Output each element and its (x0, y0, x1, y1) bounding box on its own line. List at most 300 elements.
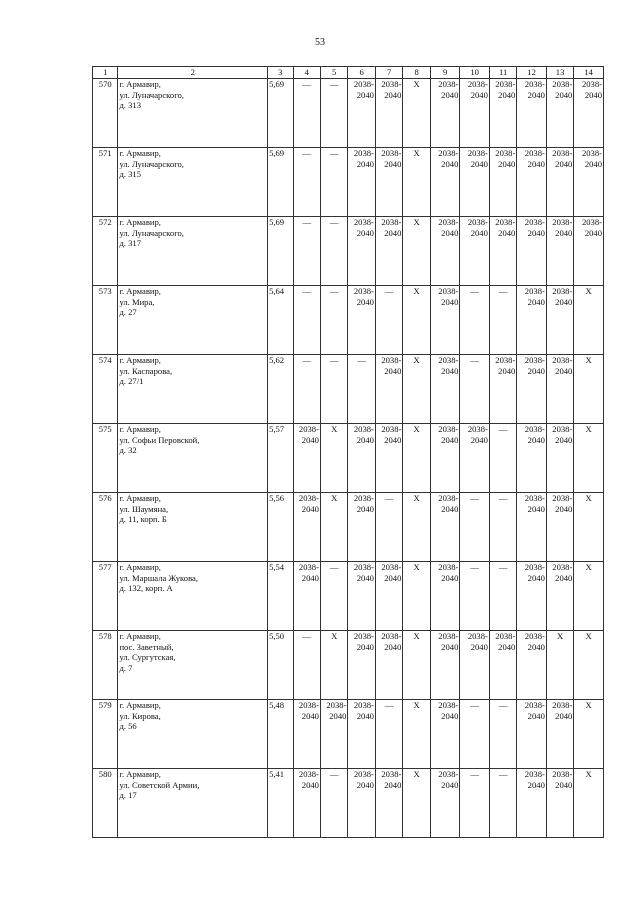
period-line: 2038- (353, 769, 374, 779)
period-line: 2040 (527, 572, 545, 583)
table-row (93, 700, 604, 769)
period-line: 2040 (441, 158, 459, 169)
column-header: 11 (489, 67, 516, 79)
period-line: 2040 (470, 434, 488, 445)
period-line: 2038- (552, 424, 573, 434)
period-cell (430, 355, 460, 424)
period-cell (460, 79, 490, 148)
period-line: 2038- (381, 79, 402, 89)
column-header: 12 (517, 67, 547, 79)
period-cell (293, 562, 320, 631)
period-line: 2040 (356, 572, 374, 583)
address-line: ул. Луначарского, (119, 89, 184, 100)
column-header: 10 (460, 67, 490, 79)
period-line: 2040 (356, 89, 374, 100)
period-line: 2038- (353, 286, 374, 296)
empty-cell: — (489, 769, 516, 838)
period-line: 2038- (438, 148, 459, 158)
period-line: 2038- (298, 562, 319, 572)
address-line: ул. Сургутская, (119, 652, 176, 663)
period-line: 2038- (353, 424, 374, 434)
not-required-cell: X (403, 355, 430, 424)
table-row (93, 493, 604, 562)
period-line: 2038- (353, 493, 374, 503)
period-cell (375, 148, 402, 217)
period-line: 2038- (381, 424, 402, 434)
row-number: 573 (93, 286, 118, 355)
period-line: 2038- (552, 562, 573, 572)
period-line: 2040 (384, 89, 402, 100)
period-cell (348, 148, 375, 217)
empty-cell: — (489, 424, 516, 493)
period-line: 2038- (552, 769, 573, 779)
empty-cell: — (460, 562, 490, 631)
period-cell (517, 217, 547, 286)
period-line: 2040 (441, 89, 459, 100)
address-cell (118, 562, 268, 631)
period-line: 2038- (438, 562, 459, 572)
not-required-cell: X (403, 562, 430, 631)
period-line: 2038- (524, 424, 545, 434)
period-cell (348, 217, 375, 286)
address-line: г. Армавир, (119, 355, 161, 365)
address-line: д. 27 (119, 307, 137, 318)
period-cell (460, 631, 490, 700)
empty-cell: — (375, 700, 402, 769)
period-line: 2040 (527, 365, 545, 376)
period-line: 2040 (584, 158, 602, 169)
period-line: 2040 (555, 365, 573, 376)
period-line: 2040 (301, 779, 319, 790)
address-line: г. Армавир, (119, 217, 161, 227)
address-line: д. 17 (119, 790, 137, 801)
period-cell (430, 217, 460, 286)
period-line: 2040 (384, 641, 402, 652)
column-header: 9 (430, 67, 460, 79)
period-cell (430, 562, 460, 631)
period-line: 2040 (384, 779, 402, 790)
table-row (93, 286, 604, 355)
period-line: 2040 (441, 572, 459, 583)
period-line: 2040 (555, 503, 573, 514)
period-line: 2040 (356, 641, 374, 652)
empty-cell: — (348, 355, 375, 424)
period-line: 2038- (581, 148, 602, 158)
period-cell (546, 769, 573, 838)
value-cell: 5,48 (268, 700, 293, 769)
period-cell (430, 631, 460, 700)
empty-cell: — (293, 355, 320, 424)
not-required-cell: X (403, 631, 430, 700)
period-line: 2040 (498, 89, 516, 100)
column-header: 8 (403, 67, 430, 79)
period-line: 2038- (298, 700, 319, 710)
period-cell (517, 631, 547, 700)
period-cell (375, 769, 402, 838)
period-line: 2038- (524, 148, 545, 158)
row-number: 580 (93, 769, 118, 838)
period-cell (430, 148, 460, 217)
empty-cell: — (489, 562, 516, 631)
period-cell (546, 424, 573, 493)
period-cell (375, 217, 402, 286)
table-row (93, 355, 604, 424)
period-line: 2040 (384, 227, 402, 238)
empty-cell: — (489, 700, 516, 769)
period-cell (517, 769, 547, 838)
period-line: 2038- (524, 217, 545, 227)
period-cell (348, 286, 375, 355)
empty-cell: — (320, 562, 347, 631)
period-line: 2040 (301, 434, 319, 445)
period-line: 2040 (470, 89, 488, 100)
not-required-cell: X (403, 286, 430, 355)
row-number: 577 (93, 562, 118, 631)
period-line: 2040 (498, 641, 516, 652)
period-line: 2040 (555, 434, 573, 445)
address-line: ул. Софьи Перовской, (119, 434, 200, 445)
header-row (93, 67, 604, 79)
empty-cell: — (320, 148, 347, 217)
period-line: 2040 (356, 779, 374, 790)
column-header: 4 (293, 67, 320, 79)
period-line: 2040 (301, 503, 319, 514)
period-line: 2038- (438, 79, 459, 89)
period-line: 2040 (527, 434, 545, 445)
period-line: 2040 (384, 158, 402, 169)
period-line: 2038- (353, 700, 374, 710)
table-row (93, 769, 604, 838)
not-required-cell: X (574, 700, 604, 769)
period-line: 2038- (381, 217, 402, 227)
period-cell (375, 355, 402, 424)
address-line: д. 7 (119, 663, 133, 674)
period-cell (348, 700, 375, 769)
value-cell: 5,69 (268, 217, 293, 286)
period-cell (320, 700, 347, 769)
period-line: 2038- (381, 769, 402, 779)
empty-cell: — (460, 286, 490, 355)
address-line: г. Армавир, (119, 700, 161, 710)
period-line: 2040 (555, 296, 573, 307)
address-cell (118, 148, 268, 217)
period-line: 2040 (527, 296, 545, 307)
period-line: 2038- (438, 700, 459, 710)
empty-cell: — (375, 493, 402, 562)
period-cell (517, 79, 547, 148)
address-line: д. 56 (119, 721, 137, 732)
period-line: 2038- (495, 217, 516, 227)
row-number: 575 (93, 424, 118, 493)
address-line: ул. Мира, (119, 296, 155, 307)
table-row (93, 562, 604, 631)
period-line: 2040 (527, 503, 545, 514)
period-line: 2040 (356, 503, 374, 514)
period-cell (517, 424, 547, 493)
period-line: 2040 (498, 158, 516, 169)
column-header: 7 (375, 67, 402, 79)
page-number: 53 (315, 37, 325, 48)
period-cell (546, 217, 573, 286)
address-line: ул. Советской Армии, (119, 779, 200, 790)
address-line: д. 11, корп. Б (119, 514, 167, 525)
table-row (93, 79, 604, 148)
period-line: 2040 (441, 710, 459, 721)
period-line: 2038- (467, 424, 488, 434)
period-cell (546, 700, 573, 769)
period-line: 2040 (384, 434, 402, 445)
address-line: г. Армавир, (119, 769, 161, 779)
period-line: 2040 (301, 710, 319, 721)
column-header: 5 (320, 67, 347, 79)
address-cell (118, 217, 268, 286)
period-line: 2038- (495, 355, 516, 365)
value-cell: 5,56 (268, 493, 293, 562)
address-line: ул. Кирова, (119, 710, 161, 721)
period-line: 2038- (438, 286, 459, 296)
value-cell: 5,64 (268, 286, 293, 355)
period-line: 2040 (384, 572, 402, 583)
address-line: ул. Каспарова, (119, 365, 173, 376)
period-line: 2040 (384, 365, 402, 376)
period-cell (517, 700, 547, 769)
period-line: 2040 (441, 779, 459, 790)
period-line: 2038- (438, 424, 459, 434)
address-line: д. 27/1 (119, 376, 144, 387)
not-required-cell: X (574, 355, 604, 424)
not-required-cell: X (403, 424, 430, 493)
period-line: 2040 (584, 89, 602, 100)
period-cell (348, 493, 375, 562)
empty-cell: — (320, 355, 347, 424)
not-required-cell: X (320, 493, 347, 562)
not-required-cell: X (574, 631, 604, 700)
period-cell (348, 79, 375, 148)
not-required-cell: X (574, 286, 604, 355)
period-cell (517, 286, 547, 355)
not-required-cell: X (403, 148, 430, 217)
period-line: 2038- (298, 424, 319, 434)
period-cell (293, 493, 320, 562)
period-line: 2038- (495, 148, 516, 158)
empty-cell: — (489, 286, 516, 355)
period-line: 2040 (527, 641, 545, 652)
period-line: 2038- (552, 700, 573, 710)
period-line: 2040 (584, 227, 602, 238)
not-required-cell: X (403, 769, 430, 838)
period-cell (489, 355, 516, 424)
period-cell (546, 562, 573, 631)
not-required-cell: X (320, 424, 347, 493)
period-cell (293, 424, 320, 493)
period-line: 2040 (555, 572, 573, 583)
period-line: 2038- (524, 493, 545, 503)
period-line: 2038- (524, 769, 545, 779)
period-line: 2040 (555, 158, 573, 169)
period-cell (348, 424, 375, 493)
row-number: 574 (93, 355, 118, 424)
period-cell (430, 286, 460, 355)
period-line: 2038- (353, 148, 374, 158)
period-line: 2040 (470, 641, 488, 652)
period-line: 2040 (356, 158, 374, 169)
period-line: 2038- (524, 286, 545, 296)
address-cell (118, 493, 268, 562)
period-line: 2038- (467, 631, 488, 641)
empty-cell: — (293, 79, 320, 148)
row-number: 576 (93, 493, 118, 562)
address-line: ул. Луначарского, (119, 227, 184, 238)
period-line: 2038- (438, 631, 459, 641)
address-cell (118, 79, 268, 148)
period-line: 2038- (467, 79, 488, 89)
row-number: 572 (93, 217, 118, 286)
period-line: 2040 (441, 296, 459, 307)
period-line: 2038- (353, 217, 374, 227)
period-cell (348, 631, 375, 700)
address-cell (118, 631, 268, 700)
period-cell (430, 769, 460, 838)
empty-cell: — (320, 769, 347, 838)
period-cell (348, 769, 375, 838)
period-line: 2038- (381, 631, 402, 641)
period-cell (460, 148, 490, 217)
period-cell (546, 148, 573, 217)
period-line: 2040 (555, 779, 573, 790)
period-line: 2038- (381, 148, 402, 158)
period-line: 2040 (329, 710, 347, 721)
empty-cell: — (320, 217, 347, 286)
column-header: 3 (268, 67, 293, 79)
empty-cell: — (293, 217, 320, 286)
period-line: 2040 (301, 572, 319, 583)
table-row (93, 424, 604, 493)
address-line: г. Армавир, (119, 79, 161, 89)
period-cell (574, 217, 604, 286)
address-line: д. 32 (119, 445, 137, 456)
period-line: 2038- (552, 493, 573, 503)
value-cell: 5,69 (268, 79, 293, 148)
address-line: ул. Шаумяна, (119, 503, 169, 514)
period-cell (293, 700, 320, 769)
period-line: 2040 (356, 296, 374, 307)
period-cell (375, 562, 402, 631)
empty-cell: — (293, 148, 320, 217)
period-cell (430, 79, 460, 148)
empty-cell: — (293, 631, 320, 700)
not-required-cell: X (574, 493, 604, 562)
table-row (93, 631, 604, 700)
period-line: 2038- (438, 355, 459, 365)
empty-cell: — (460, 769, 490, 838)
period-cell (430, 700, 460, 769)
value-cell: 5,41 (268, 769, 293, 838)
period-line: 2038- (495, 631, 516, 641)
empty-cell: — (293, 286, 320, 355)
period-cell (517, 355, 547, 424)
value-cell: 5,57 (268, 424, 293, 493)
period-line: 2038- (438, 217, 459, 227)
row-number: 571 (93, 148, 118, 217)
period-cell (460, 424, 490, 493)
period-cell (375, 424, 402, 493)
value-cell: 5,50 (268, 631, 293, 700)
period-cell (460, 217, 490, 286)
period-line: 2040 (498, 227, 516, 238)
period-line: 2038- (581, 217, 602, 227)
column-header: 2 (118, 67, 268, 79)
column-header: 13 (546, 67, 573, 79)
period-line: 2040 (356, 710, 374, 721)
empty-cell: — (320, 286, 347, 355)
period-cell (546, 355, 573, 424)
period-line: 2040 (356, 227, 374, 238)
period-line: 2040 (470, 227, 488, 238)
period-line: 2040 (498, 365, 516, 376)
period-cell (489, 631, 516, 700)
empty-cell: — (460, 493, 490, 562)
row-number: 570 (93, 79, 118, 148)
period-line: 2038- (326, 700, 347, 710)
period-line: 2040 (527, 779, 545, 790)
period-line: 2038- (524, 79, 545, 89)
period-line: 2038- (353, 79, 374, 89)
address-cell (118, 355, 268, 424)
period-line: 2040 (441, 434, 459, 445)
period-line: 2038- (381, 355, 402, 365)
period-line: 2040 (555, 710, 573, 721)
not-required-cell: X (403, 217, 430, 286)
period-cell (574, 79, 604, 148)
address-line: д. 313 (119, 100, 141, 111)
not-required-cell: X (403, 79, 430, 148)
period-cell (517, 562, 547, 631)
period-cell (546, 493, 573, 562)
table-row (93, 148, 604, 217)
period-line: 2038- (524, 355, 545, 365)
period-line: 2038- (298, 493, 319, 503)
value-cell: 5,62 (268, 355, 293, 424)
not-required-cell: X (574, 562, 604, 631)
row-number: 579 (93, 700, 118, 769)
period-line: 2040 (356, 434, 374, 445)
period-cell (430, 493, 460, 562)
period-line: 2038- (298, 769, 319, 779)
empty-cell: — (460, 355, 490, 424)
period-cell (489, 217, 516, 286)
address-line: пос. Заветный, (119, 641, 174, 652)
period-cell (574, 148, 604, 217)
period-line: 2038- (552, 286, 573, 296)
address-line: г. Армавир, (119, 286, 161, 296)
empty-cell: — (320, 79, 347, 148)
period-line: 2040 (441, 227, 459, 238)
period-line: 2040 (527, 227, 545, 238)
address-line: г. Армавир, (119, 148, 161, 158)
period-line: 2040 (527, 158, 545, 169)
period-cell (489, 148, 516, 217)
address-cell (118, 700, 268, 769)
period-cell (517, 148, 547, 217)
not-required-cell: X (546, 631, 573, 700)
period-cell (348, 562, 375, 631)
period-line: 2040 (441, 641, 459, 652)
period-cell (546, 286, 573, 355)
row-number: 578 (93, 631, 118, 700)
period-line: 2040 (527, 710, 545, 721)
address-line: д. 132, корп. А (119, 583, 173, 594)
period-line: 2038- (524, 631, 545, 641)
